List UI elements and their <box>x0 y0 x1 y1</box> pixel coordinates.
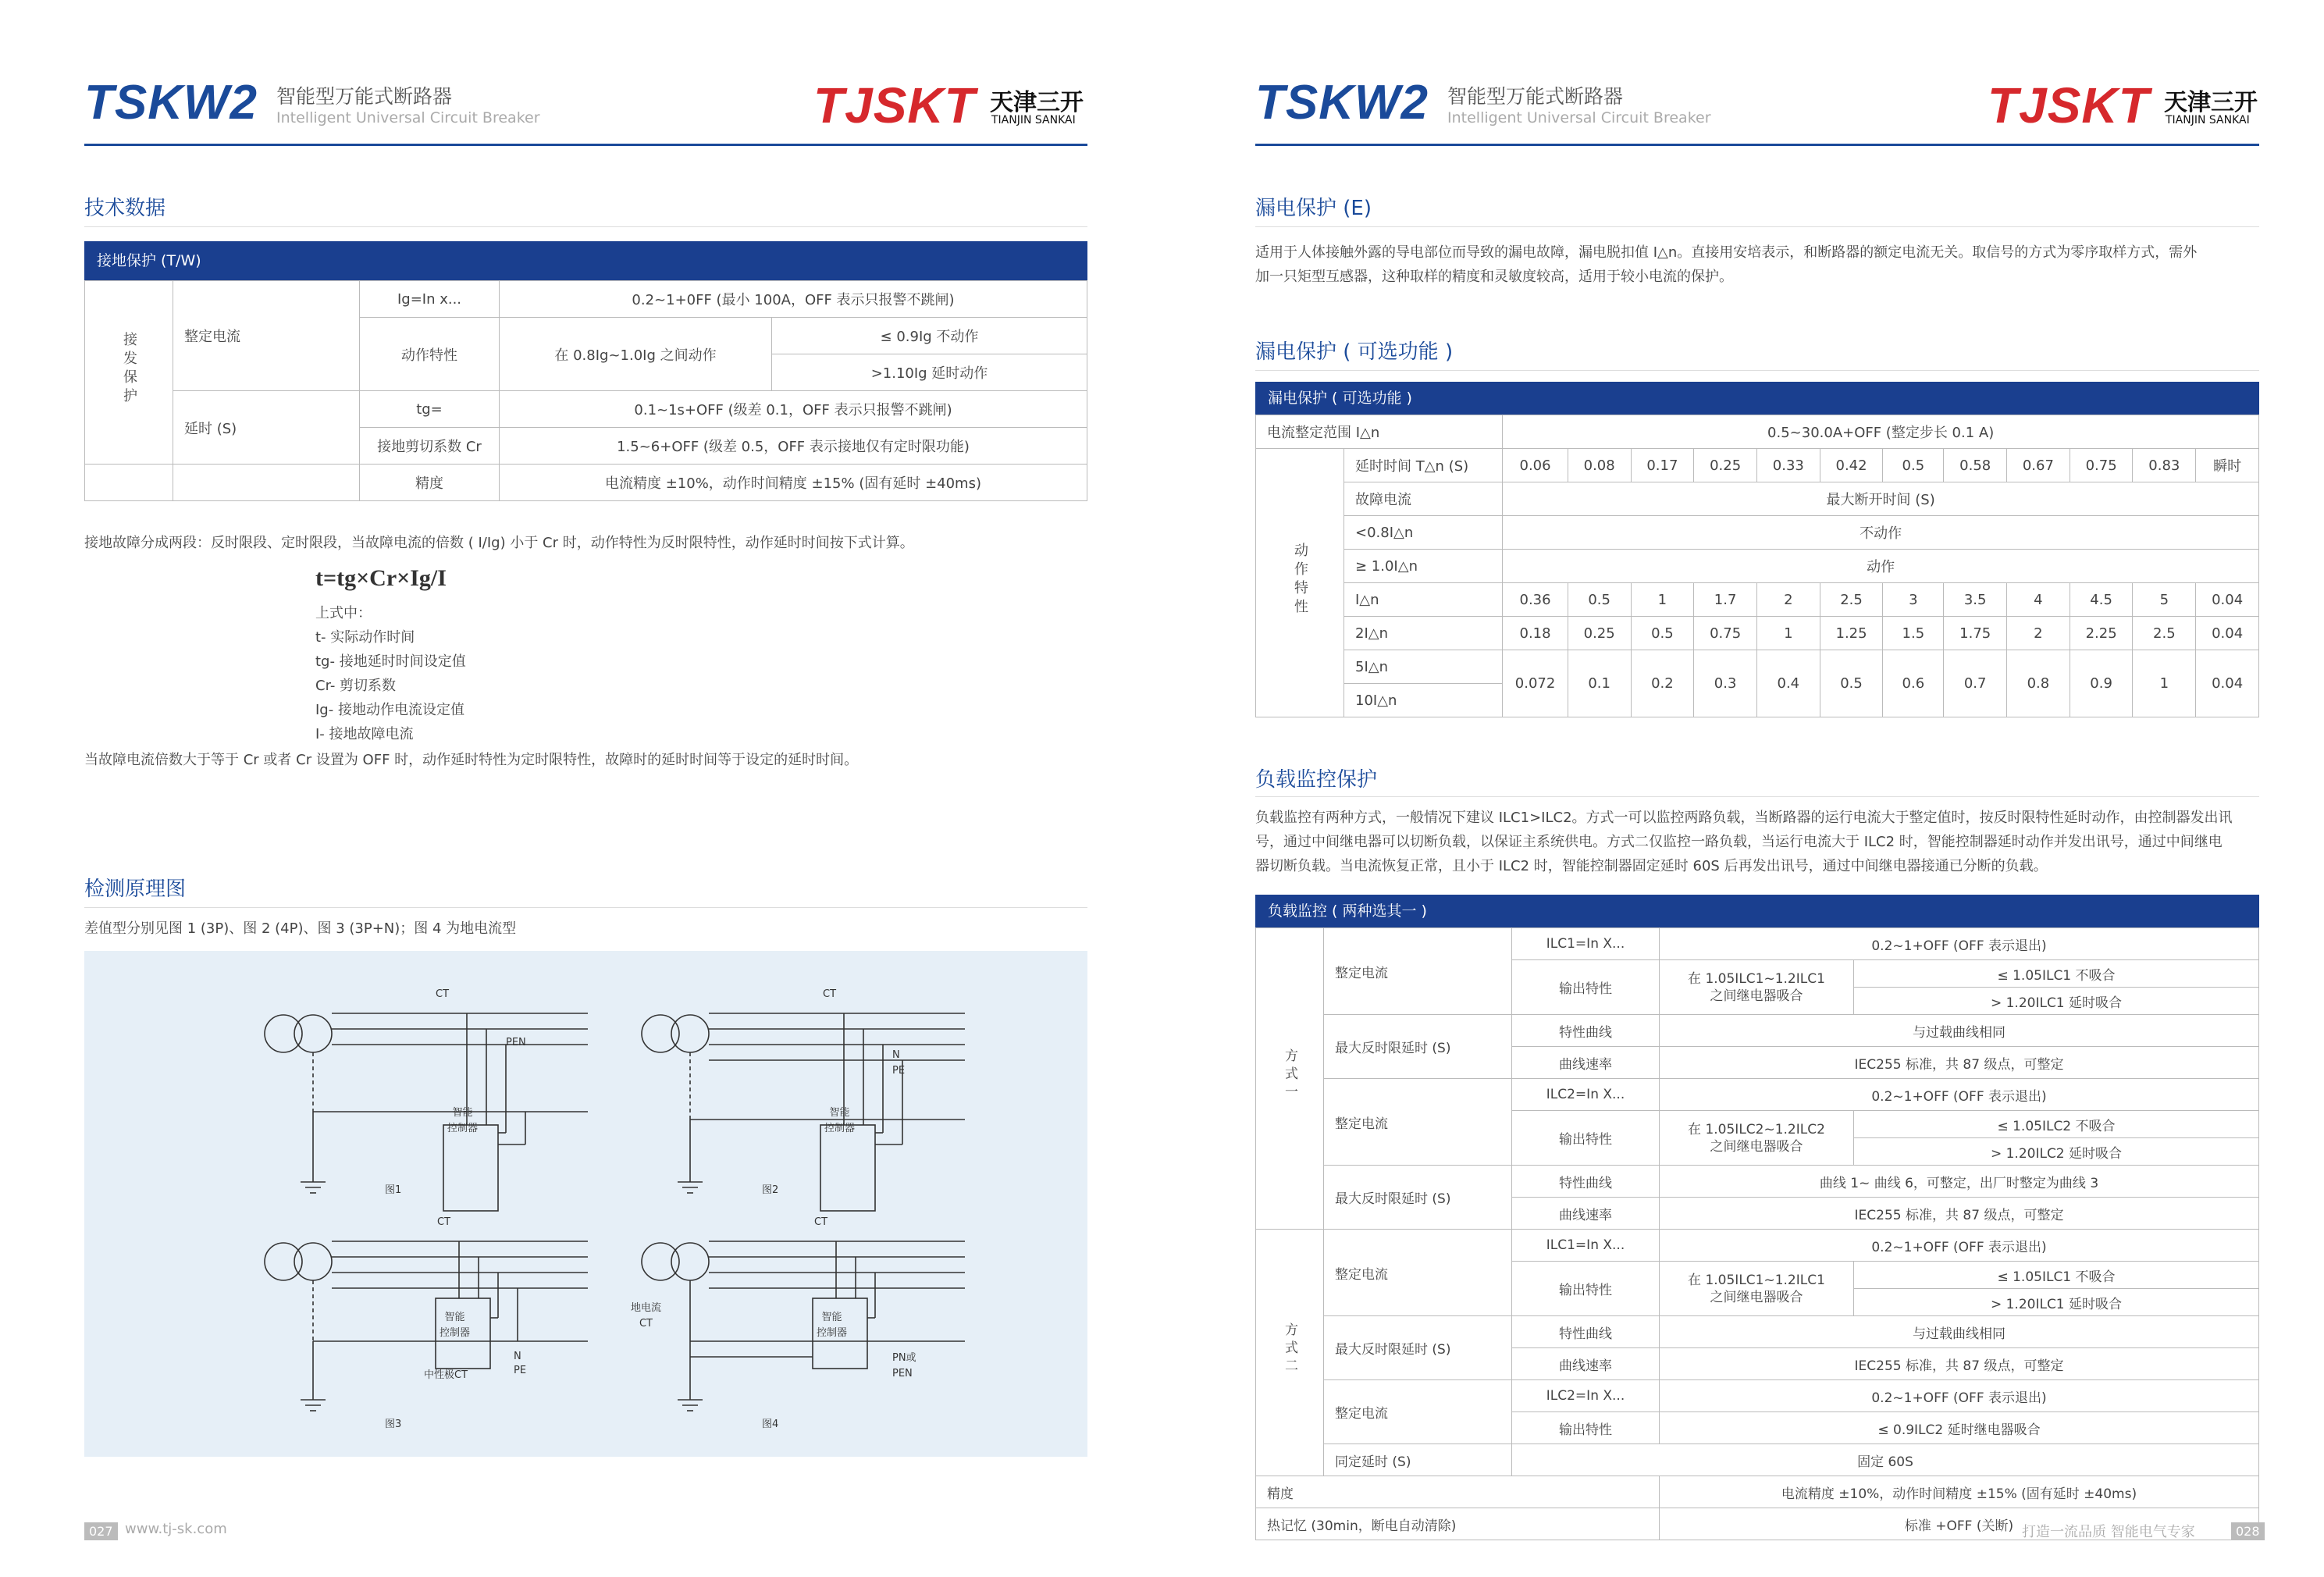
cell-r1-value: 4 <box>2007 583 2070 617</box>
cell-rate-value: IEC255 标准，共 87 级点，可整定 <box>1660 1198 2259 1230</box>
cell-max-inverse: 最大反时限延时 (S) <box>1324 1166 1512 1230</box>
cell-r1-value: 5 <box>2133 583 2196 617</box>
product-title-cn: 智能型万能式断路器 <box>1447 85 1624 108</box>
para-diagram-intro: 差值型分别见图 1 (3P)、图 2 (4P)、图 3 (3P+N)；图 4 为地电流型 <box>84 920 517 937</box>
cell-delay-value: 瞬时 <box>2196 449 2259 482</box>
company-logo-right: TJSKT <box>1988 77 2150 133</box>
cell-fixed-delay: 同定延时 (S) <box>1324 1444 1512 1476</box>
cell-curve-options: 曲线 1~ 曲线 6，可整定，出厂时整定为曲线 3 <box>1660 1166 2259 1198</box>
legend-line: t- 实际动作时间 <box>315 629 415 646</box>
cell-delay-value: 0.25 <box>1694 449 1757 482</box>
company-name-cn: 天津三开 <box>2164 89 2258 116</box>
para-load-monitor: 负载监控有两种方式，一般情况下建议 ILC1>ILC2。方式一可以监控两路负载，当断路器的运行电流大于整定值时，按反时限特性延时动作，由控制器发出讯 号，通过中间继电器可以切断负载，以保证主系统供电。方式二仅监控一路负载，当运行电流大于 ILC2 时，智能控制器延时动作并发出讯号，通过中间继电 器切断负载。当电流恢复正常，且小于 ILC2 时，智能控制器固定延时 60S 后再发出讯号，通过中间继电器接通已分断的负载。 <box>1255 810 2233 874</box>
cell-setting-current: 整定电流 <box>173 281 360 391</box>
cell-r1-value: 1 <box>1631 583 1694 617</box>
cell-r1-value: 0.5 <box>1568 583 1631 617</box>
cell-tg: tg= <box>360 391 500 428</box>
cell-r3-value: 1 <box>2133 650 2196 717</box>
label-controller: 智能 控制器 <box>447 1107 479 1134</box>
cell-rate-value: IEC255 标准，共 87 级点，可整定 <box>1660 1348 2259 1380</box>
cell-r3-value: 0.8 <box>2007 650 2070 717</box>
cell-r4-label: 10I△n <box>1344 684 1503 717</box>
section-title-leakage-optional: 漏电保护 ( 可选功能 ) <box>1255 340 1454 364</box>
cell-curve: 特性曲线 <box>1512 1316 1660 1348</box>
cell-thermal-value: 标准 +OFF (关断) <box>1660 1508 2259 1540</box>
cell-gt120: > 1.20ILC1 延时吸合 <box>1854 1289 2259 1316</box>
cell-accuracy: 精度 <box>360 465 500 501</box>
cell-r2-value: 0.75 <box>1694 617 1757 650</box>
cell-output: 输出特性 <box>1512 960 1660 1015</box>
cell-r1-value: 4.5 <box>2070 583 2133 617</box>
cell-r3-value: 0.04 <box>2196 650 2259 717</box>
cell-r2-value: 1 <box>1756 617 1820 650</box>
vertical-label-mode1: 方式一 <box>1256 928 1324 1230</box>
cell-output: 输出特性 <box>1512 1262 1660 1316</box>
cell-action: 动作特性 <box>360 318 500 391</box>
cell-r3-value: 0.4 <box>1756 650 1820 717</box>
cell-r3-value: 0.9 <box>2070 650 2133 717</box>
figure-2 <box>642 1013 965 1211</box>
cell-r3-value: 0.6 <box>1883 650 1944 717</box>
cell-curve-same: 与过载曲线相同 <box>1660 1015 2259 1047</box>
cell-fault-label: 故障电流 <box>1344 482 1503 516</box>
cell-le105: ≤ 1.05ILC1 不吸合 <box>1854 960 2259 988</box>
cell-le105: ≤ 1.05ILC2 不吸合 <box>1854 1111 2259 1138</box>
label-fig2: 图2 <box>762 1184 779 1196</box>
cell-ilc2: ILC2=In X... <box>1512 1380 1660 1412</box>
cell-delay-value: 0.75 <box>2070 449 2133 482</box>
cell-range-off: 0.2~1+OFF (OFF 表示退出) <box>1660 1380 2259 1412</box>
formula: t=tg×Cr×Ig/I <box>315 565 447 591</box>
cell-r2-value: 2 <box>2007 617 2070 650</box>
cell-range-off: 0.2~1+OFF (OFF 表示退出) <box>1660 1079 2259 1111</box>
section-rule <box>84 907 1087 908</box>
para-ground-fault: 接地故障分成两段：反时限段、定时限段，当故障电流的倍数 ( I/Ig) 小于 Cr 时，动作特性为反时限特性，动作延时时间按下式计算。 <box>84 535 914 551</box>
legend-line: Cr- 剪切系数 <box>315 678 397 694</box>
legend-line: 上式中： <box>315 605 372 621</box>
company-logo-left: TJSKT <box>813 77 976 133</box>
label-fig4: 图4 <box>762 1419 779 1430</box>
cell-rate: 曲线速率 <box>1512 1198 1660 1230</box>
cell-r1-value: 0.04 <box>2196 583 2259 617</box>
detection-diagram-panel <box>84 951 1087 1457</box>
cell-tg-value: 0.1~1s+OFF (级差 0.1，OFF 表示只报警不跳闸) <box>500 391 1087 428</box>
cell-action-b: >1.10Ig 延时动作 <box>772 354 1087 391</box>
cell-between: 在 1.05ILC1~1.2ILC1 之间继电器吸合 <box>1660 960 1854 1015</box>
leakage-table <box>1255 415 2259 717</box>
legend-line: tg- 接地延时时间设定值 <box>315 653 466 670</box>
cell-r3-value: 0.1 <box>1568 650 1631 717</box>
cell-gt120: > 1.20ILC1 延时吸合 <box>1854 988 2259 1015</box>
label-ct: CT <box>814 1216 828 1228</box>
label-ct: CT <box>436 988 450 1000</box>
company-name-en: TIANJIN SANKAI <box>2166 114 2250 126</box>
cell-max-break: 最大断开时间 (S) <box>1503 482 2259 516</box>
cell-cr-value: 1.5~6+OFF (级差 0.5，OFF 表示接地仅有定时限功能) <box>500 428 1087 465</box>
cell-r3-value: 0.7 <box>1944 650 2007 717</box>
vertical-label: 接发保护 <box>85 281 173 465</box>
section-title-leakage: 漏电保护 (E) <box>1255 197 1372 220</box>
label-ground-ct: 地电流 CT <box>631 1302 662 1330</box>
cell-rate-value: IEC255 标准，共 87 级点，可整定 <box>1660 1047 2259 1079</box>
cell-fixed-value: 固定 60S <box>1512 1444 2259 1476</box>
cell-between: 在 1.05ILC1~1.2ILC1 之间继电器吸合 <box>1660 1262 1854 1316</box>
cell-delay-value: 0.17 <box>1631 449 1694 482</box>
cell-output: 输出特性 <box>1512 1111 1660 1166</box>
cell-r3-value: 0.5 <box>1820 650 1883 717</box>
company-name-en: TIANJIN SANKAI <box>991 114 1076 126</box>
cell-action-range: 在 0.8Ig~1.0Ig 之间动作 <box>500 318 772 391</box>
label-n: N <box>514 1351 521 1362</box>
cell-cr: 接地剪切系数 Cr <box>360 428 500 465</box>
cell-delay-value: 0.42 <box>1820 449 1883 482</box>
cell-ilc1: ILC1=In X... <box>1512 1230 1660 1262</box>
cell-delay: 延时 (S) <box>173 391 360 465</box>
cell-setting-current: 整定电流 <box>1324 928 1512 1015</box>
cell-accuracy: 精度 <box>1256 1476 1660 1508</box>
cell-delay-label: 延时时间 T△n (S) <box>1344 449 1503 482</box>
label-ct: CT <box>437 1216 451 1228</box>
cell-r2-value: 0.25 <box>1568 617 1631 650</box>
cell-output: 输出特性 <box>1512 1412 1660 1444</box>
label-n: N <box>892 1049 900 1061</box>
cell-delay-value: 0.08 <box>1568 449 1631 482</box>
cell-r1-label: I△n <box>1344 583 1503 617</box>
cell-ig: Ig=In x... <box>360 281 500 318</box>
cell-r2-value: 2.5 <box>2133 617 2196 650</box>
cell-setting-current: 整定电流 <box>1324 1079 1512 1166</box>
label-fig3: 图3 <box>385 1419 402 1430</box>
label-controller: 智能 控制器 <box>440 1312 471 1339</box>
label-controller: 智能 控制器 <box>824 1107 856 1134</box>
cell-r2-value: 0.18 <box>1503 617 1568 650</box>
company-name-cn: 天津三开 <box>990 89 1084 116</box>
cell-r2-value: 0.5 <box>1631 617 1694 650</box>
cell-r1-value: 1.7 <box>1694 583 1757 617</box>
cell-range-off: 0.2~1+OFF (OFF 表示退出) <box>1660 1230 2259 1262</box>
brand-logo-right: TSKW2 <box>1255 76 1429 130</box>
cell-ilc2: ILC2=In X... <box>1512 1079 1660 1111</box>
product-title-en: Intelligent Universal Circuit Breaker <box>1447 109 1711 126</box>
cell-action-a: ≤ 0.9Ig 不动作 <box>772 318 1087 354</box>
product-title-en: Intelligent Universal Circuit Breaker <box>276 109 540 126</box>
figure-3 <box>265 1241 588 1411</box>
cell-delay-value: 0.06 <box>1503 449 1568 482</box>
section-rule <box>1255 370 2259 371</box>
cell-action: 动作 <box>1503 550 2259 583</box>
label-pen: PEN <box>506 1037 526 1048</box>
page-number-right: 028 <box>2231 1522 2265 1540</box>
table-band-load-monitor: 负载监控 ( 两种选其一 ) <box>1255 895 2259 927</box>
label-pn-pen: PN或 PEN <box>892 1352 916 1379</box>
page-number-left: 027 <box>84 1522 118 1540</box>
cell-ig-value: 0.2~1+0FF (最小 100A，OFF 表示只报警不跳闸) <box>500 281 1087 318</box>
cell-thermal: 热记忆 (30min，断电自动清除) <box>1256 1508 1660 1540</box>
cell-r1-value: 3 <box>1883 583 1944 617</box>
section-rule <box>1255 796 2259 797</box>
label-fig1: 图1 <box>385 1184 402 1196</box>
cell-curve: 特性曲线 <box>1512 1166 1660 1198</box>
para-definite-time: 当故障电流倍数大于等于 Cr 或者 Cr 设置为 OFF 时，动作延时特性为定时限特性，故障时的延时时间等于设定的延时时间。 <box>84 752 859 768</box>
cell-le105: ≤ 1.05ILC1 不吸合 <box>1854 1262 2259 1289</box>
website-link[interactable]: www.tj-sk.com <box>125 1521 227 1537</box>
figure-1 <box>265 1013 588 1211</box>
cell-delay-value: 0.83 <box>2133 449 2196 482</box>
cell-le09: ≤ 0.9ILC2 延时继电器吸合 <box>1660 1412 2259 1444</box>
cell-r3-value: 0.3 <box>1694 650 1757 717</box>
cell-gt120: > 1.20ILC2 延时吸合 <box>1854 1138 2259 1166</box>
footer-slogan: 打造一流品质 智能电气专家 <box>2022 1524 2195 1540</box>
cell-r1-value: 2.5 <box>1820 583 1883 617</box>
vertical-label: 动作特性 <box>1256 449 1344 717</box>
cell-r2-value: 1.25 <box>1820 617 1883 650</box>
section-title-tech-data: 技术数据 <box>84 197 166 220</box>
cell-r1-value: 2 <box>1756 583 1820 617</box>
load-monitor-table <box>1255 927 2259 1540</box>
cell-between: 在 1.05ILC2~1.2ILC2 之间继电器吸合 <box>1660 1111 1854 1166</box>
cell-r3-value: 0.2 <box>1631 650 1694 717</box>
cell-range-off: 0.2~1+OFF (OFF 表示退出) <box>1660 928 2259 960</box>
cell-setting-current: 整定电流 <box>1324 1230 1512 1316</box>
cell-r2-value: 2.25 <box>2070 617 2133 650</box>
section-rule <box>84 226 1087 227</box>
header-rule <box>84 144 1087 146</box>
cell-ilc1: ILC1=In X... <box>1512 928 1660 960</box>
cell-r2-label: 2I△n <box>1344 617 1503 650</box>
product-title-cn: 智能型万能式断路器 <box>276 85 453 108</box>
section-title-load-monitor: 负载监控保护 <box>1255 768 1378 792</box>
cell-delay-value: 0.58 <box>1944 449 2007 482</box>
cell-rate: 曲线速率 <box>1512 1047 1660 1079</box>
cell-r2-value: 0.04 <box>2196 617 2259 650</box>
cell-no-action: 不动作 <box>1503 516 2259 550</box>
cell-r3-label: 5I△n <box>1344 650 1503 684</box>
cell-r3-value: 0.072 <box>1503 650 1568 717</box>
cell-max-inverse: 最大反时限延时 (S) <box>1324 1316 1512 1380</box>
cell-accuracy-value: 电流精度 ±10%，动作时间精度 ±15% (固有延时 ±40ms) <box>500 465 1087 501</box>
cell-delay-value: 0.33 <box>1756 449 1820 482</box>
vertical-label-mode2: 方式二 <box>1256 1230 1324 1476</box>
cell-max-inverse: 最大反时限延时 (S) <box>1324 1015 1512 1079</box>
cell-rate: 曲线速率 <box>1512 1348 1660 1380</box>
label-pe: PE <box>514 1365 527 1376</box>
cell-lt08: <0.8I△n <box>1344 516 1503 550</box>
ground-protection-table <box>84 280 1087 501</box>
cell-curve: 特性曲线 <box>1512 1015 1660 1047</box>
section-title-detection: 检测原理图 <box>84 877 187 901</box>
table-band-ground-protection: 接地保护 (T/W) <box>84 241 1087 280</box>
formula-legend <box>315 601 466 746</box>
cell-r1-value: 3.5 <box>1944 583 2007 617</box>
cell-r1-value: 0.36 <box>1503 583 1568 617</box>
cell-delay-value: 0.5 <box>1883 449 1944 482</box>
label-controller: 智能 控制器 <box>817 1312 848 1339</box>
figure-4 <box>642 1241 965 1411</box>
cell-r2-value: 1.75 <box>1944 617 2007 650</box>
cell-delay-value: 0.67 <box>2007 449 2070 482</box>
cell-ge10: ≥ 1.0I△n <box>1344 550 1503 583</box>
legend-line: I- 接地故障电流 <box>315 726 414 742</box>
label-neutral-ct: 中性极CT <box>424 1369 468 1381</box>
cell-range-label: 电流整定范围 I△n <box>1256 415 1503 449</box>
section-rule <box>1255 226 2259 227</box>
cell-setting-current: 整定电流 <box>1324 1380 1512 1444</box>
brand-logo-left: TSKW2 <box>84 76 258 130</box>
detection-diagrams <box>84 951 1087 1457</box>
label-pe: PE <box>892 1065 906 1077</box>
cell-curve-same: 与过载曲线相同 <box>1660 1316 2259 1348</box>
cell-accuracy-value: 电流精度 ±10%，动作时间精度 ±15% (固有延时 ±40ms) <box>1660 1476 2259 1508</box>
label-ct: CT <box>823 988 837 1000</box>
header-rule <box>1255 144 2259 146</box>
cell-r2-value: 1.5 <box>1883 617 1944 650</box>
legend-line: Ig- 接地动作电流设定值 <box>315 702 464 718</box>
table-band-leakage: 漏电保护 ( 可选功能 ) <box>1255 382 2259 415</box>
cell-range-value: 0.5~30.0A+OFF (整定步长 0.1 A) <box>1503 415 2259 449</box>
para-leakage: 适用于人体接触外露的导电部位而导致的漏电故障，漏电脱扣值 I△n。直接用安培表示，和断路器的额定电流无关。取信号的方式为零序取样方式，需外 加一只矩型互感器，这种取样的精度和灵敏度较高，适用于较小电流的保护。 <box>1255 244 2198 285</box>
